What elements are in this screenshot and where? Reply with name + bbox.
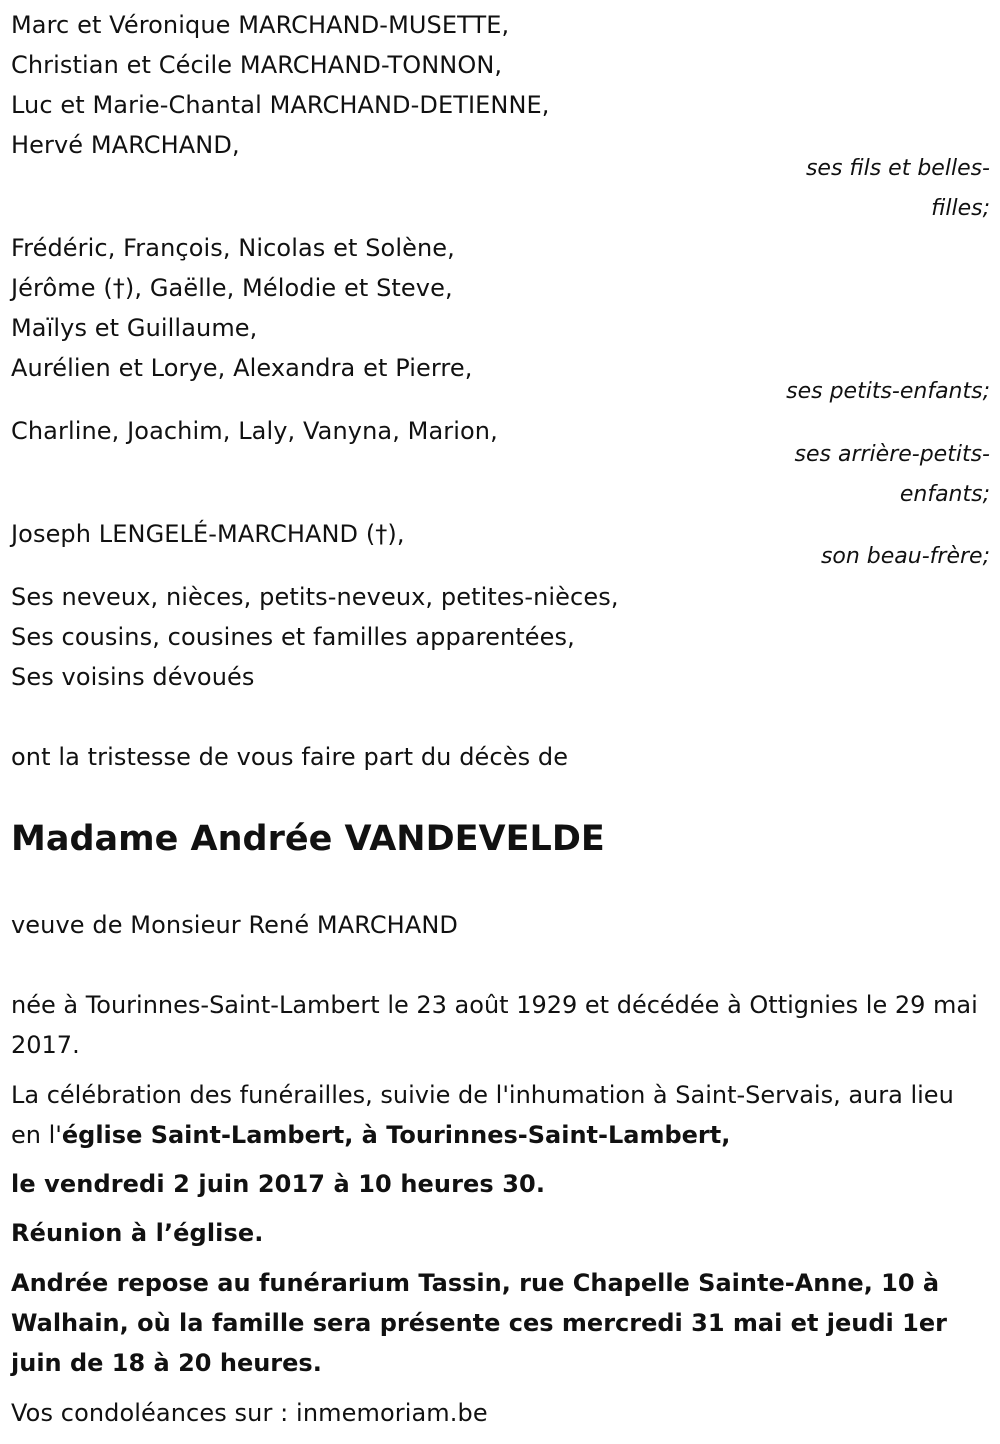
grandchildren-line-3: Maïlys et Guillaume, bbox=[11, 314, 258, 342]
great-grandchildren-role-line-1: ses arrière-petits- bbox=[794, 442, 990, 467]
sons-role-line-1: ses fils et belles- bbox=[805, 156, 990, 181]
ceremony-paragraph bbox=[11, 1075, 991, 1155]
deceased-name: Madame Andrée VANDEVELDE bbox=[11, 819, 605, 859]
grandchildren-line-4: Aurélien et Lorye, Alexandra et Pierre, bbox=[11, 354, 473, 382]
grandchildren-role: ses petits-enfants; bbox=[786, 379, 990, 404]
announcement-text: ont la tristesse de vous faire part du décès de bbox=[11, 743, 569, 771]
widow-of-text: veuve de Monsieur René MARCHAND bbox=[11, 911, 458, 939]
ceremony-date: le vendredi 2 juin 2017 à 10 heures 30. bbox=[11, 1170, 546, 1198]
great-grandchildren-role-line-2: enfants; bbox=[899, 482, 990, 507]
grandchildren-line-2: Jérôme (†), Gaëlle, Mélodie et Steve, bbox=[11, 274, 453, 302]
sons-role-line-2: filles; bbox=[931, 196, 990, 221]
brother-in-law-role: son beau-frère; bbox=[820, 544, 990, 569]
visitation-text: Andrée repose au funérarium Tassin, rue Chapelle Sainte-Anne, 10 à Walhain, où la famille sera présente ces mercredi 31 mai et jeudi 1er juin de 18 à 20 heures. bbox=[11, 1269, 947, 1377]
brother-in-law-line: Joseph LENGELÉ-MARCHAND (†), bbox=[11, 520, 405, 548]
birth-death-text: née à Tourinnes-Saint-Lambert le 23 août 1929 et décédée à Ottignies le 29 mai 2017. bbox=[11, 991, 978, 1059]
meeting-text: Réunion à l’église. bbox=[11, 1219, 264, 1247]
son-line-1: Marc et Véronique MARCHAND-MUSETTE, bbox=[11, 11, 510, 39]
son-line-4: Hervé MARCHAND, bbox=[11, 131, 240, 159]
great-grandchildren-line: Charline, Joachim, Laly, Vanyna, Marion, bbox=[11, 417, 498, 445]
others-line-3: Ses voisins dévoués bbox=[11, 663, 255, 691]
son-line-3: Luc et Marie-Chantal MARCHAND-DETIENNE, bbox=[11, 91, 550, 119]
ceremony-place: église Saint-Lambert, à Tourinnes-Saint-Lambert, bbox=[61, 1121, 731, 1149]
son-line-2: Christian et Cécile MARCHAND-TONNON, bbox=[11, 51, 503, 79]
others-line-2: Ses cousins, cousines et familles apparentées, bbox=[11, 623, 575, 651]
condolences-text: Vos condoléances sur : inmemoriam.be bbox=[11, 1399, 488, 1427]
others-line-1: Ses neveux, nièces, petits-neveux, petites-nièces, bbox=[11, 583, 619, 611]
grandchildren-line-1: Frédéric, François, Nicolas et Solène, bbox=[11, 234, 455, 262]
ceremony-intro: La célébration des funérailles, suivie de l'inhumation à Saint-Servais, aura lieu en l' bbox=[11, 1081, 954, 1149]
